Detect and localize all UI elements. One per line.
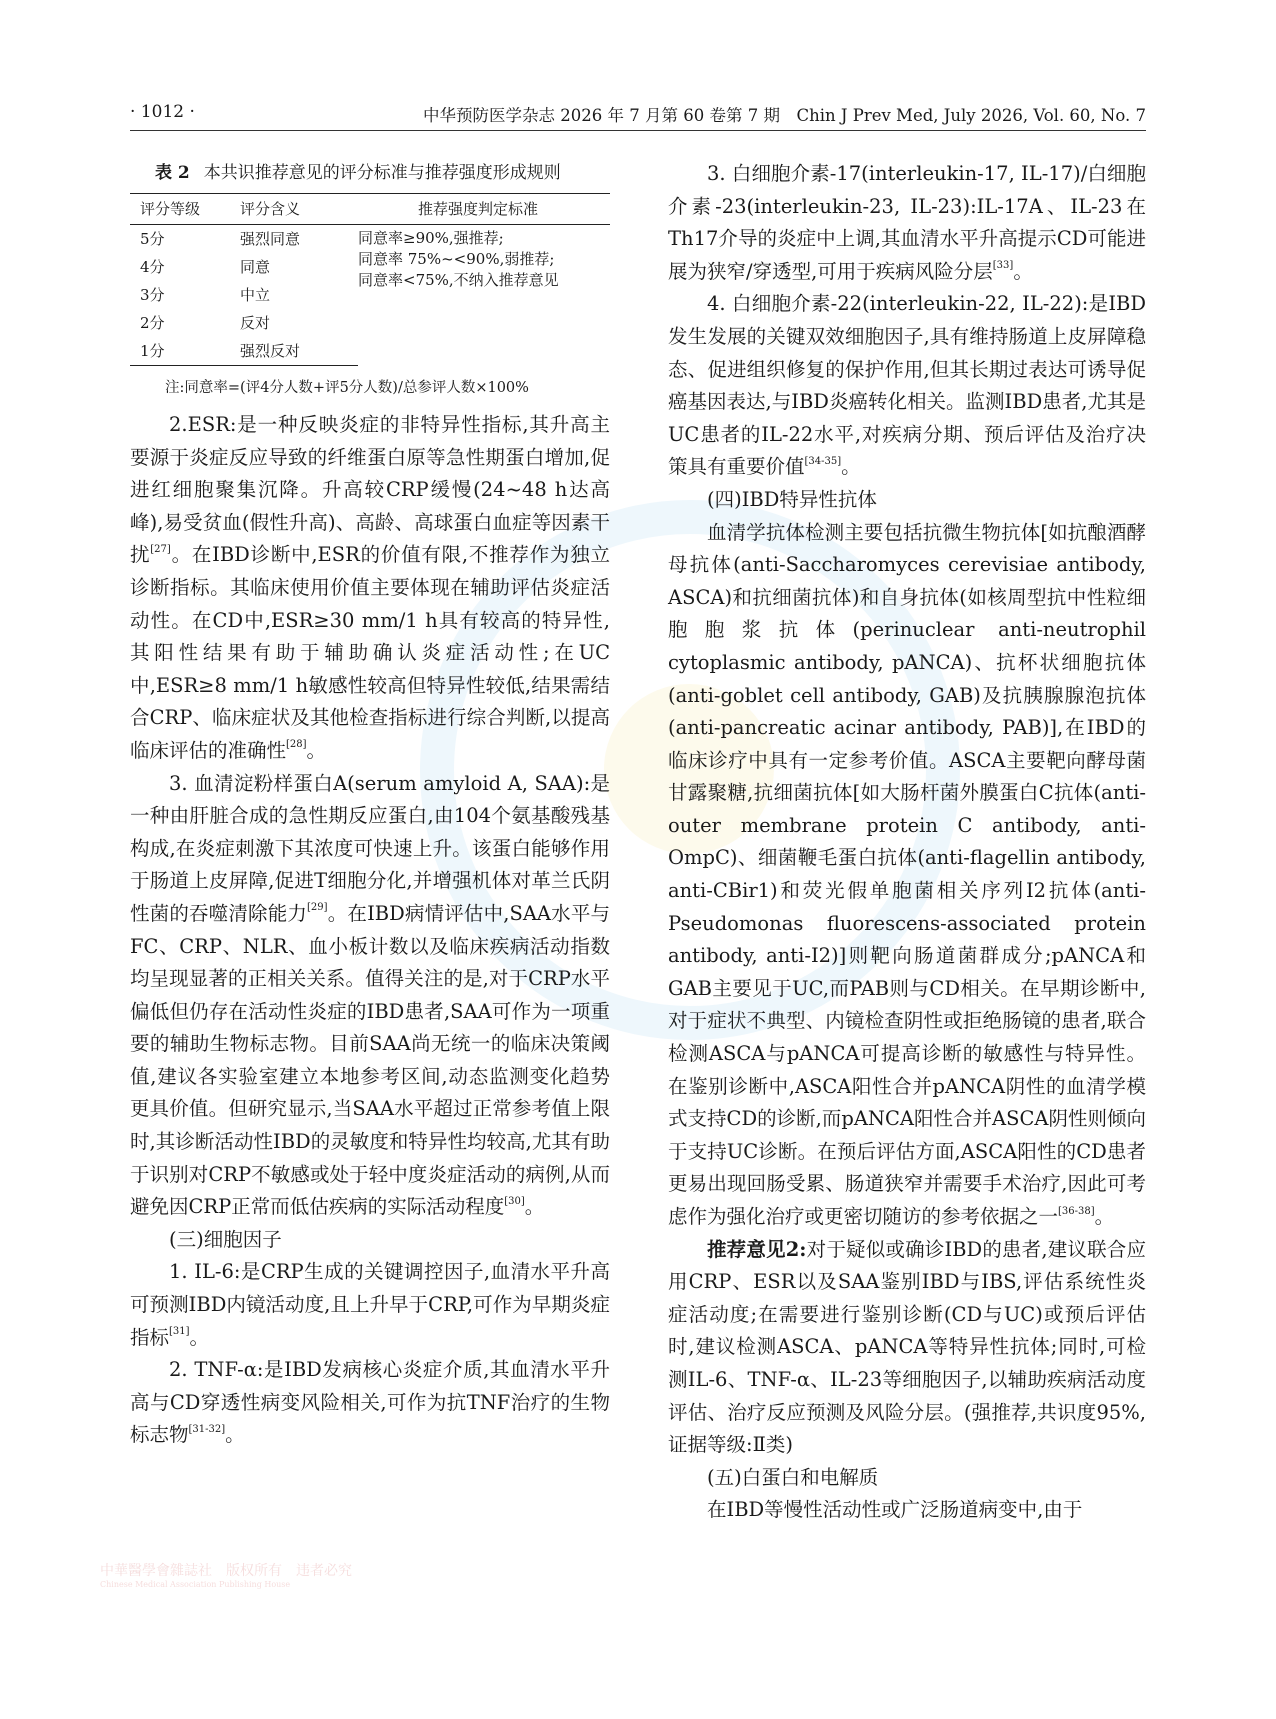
- table-cell-grade: 3分: [140, 286, 165, 304]
- paragraph-tnf: [130, 1354, 610, 1452]
- citation: [36-38]: [1058, 1205, 1095, 1217]
- paragraph-il17: [668, 158, 1146, 288]
- paragraph-antibodies: [668, 517, 1146, 1234]
- page-number: · 1012 ·: [130, 102, 195, 122]
- table-cell-grade: 1分: [130, 337, 240, 366]
- paragraph-albumin: 在IBD等慢性活动性或广泛肠道病变中,由于: [707, 1498, 1083, 1522]
- text-span: 。: [225, 1423, 245, 1447]
- text-span: 。: [306, 738, 327, 762]
- paragraph-il22: [668, 288, 1146, 484]
- table-header-grade: 评分等级: [130, 194, 240, 225]
- criteria-line: 同意率≥90%,强推荐;: [358, 229, 504, 247]
- text-span: 。: [1094, 1205, 1115, 1228]
- recommendation-label: 推荐意见2:: [707, 1237, 807, 1261]
- citation: [33]: [992, 260, 1014, 272]
- text-span: 2.ESR:是一种反映炎症的非特异性指标,其升高主要源于炎症反应导致的纤维蛋白原等急性期蛋白增加,促进红细胞聚集沉降。升高较CRP缓慢(24~48 h达高峰),易受贫血(假性升高)、高龄、高球蛋白血症等因素干扰: [130, 413, 610, 567]
- table-cell-meaning: 反对: [240, 314, 271, 332]
- citation: [31-32]: [188, 1423, 226, 1435]
- journal-citation: 中华预防医学杂志 2026 年 7 月第 60 卷第 7 期 Chin J Prev Med, July 2026, Vol. 60, No. 7: [423, 106, 1146, 125]
- page-header: [130, 100, 1146, 131]
- text-span: 。在IBD诊断中,ESR的价值有限,不推荐作为独立诊断指标。其临床使用价值主要体现在辅助评估炎症活动性。在CD中,ESR≥30 mm/1 h具有较高的特异性,其阳性结果有助于辅助确认炎症活动性;在UC中,ESR≥8 mm/1 h敏感性较高但特异性较低,结果需结合CRP、临床症状及其他检查指标进行综合判断,以提高临床评估的准确性: [130, 543, 610, 762]
- text-span: 。: [1013, 259, 1033, 283]
- section-heading-antibodies: (四)IBD特异性抗体: [707, 487, 877, 511]
- publisher-en: Chinese Medical Association Publishing House: [100, 1580, 291, 1589]
- table-row: [130, 225, 610, 254]
- table-cell-grade: 5分: [140, 230, 165, 248]
- left-column: [130, 158, 610, 1452]
- text-span: 2. TNF-α:是IBD发病核心炎症介质,其血清水平升高与CD穿透性病变风险相关,可作为抗TNF治疗的生物标志物: [130, 1358, 610, 1447]
- criteria-line: 同意率<75%,不纳入推荐意见: [358, 271, 559, 289]
- table-cell-meaning: 中立: [240, 286, 271, 304]
- citation: [34-35]: [804, 455, 842, 467]
- section-heading-albumin: (五)白蛋白和电解质: [707, 1465, 879, 1489]
- paragraph-il6: [130, 1256, 610, 1354]
- text-span: 。在IBD病情评估中,SAA水平与FC、CRP、NLR、血小板计数以及临床疾病活动指数均呈现显著的正相关关系。值得关注的是,对于CRP水平偏低但仍存在活动性炎症的IBD患者,SAA可作为一项重要的辅助生物标志物。目前SAA尚无统一的临床决策阈值,建议各实验室建立本地参考区间,动态监测变化趋势更具价值。但研究显示,当SAA水平超过正常参考值上限时,其诊断活动性IBD的灵敏度和特异性均较高,尤其有助于识别对CRP不敏感或处于轻中度炎症活动的病例,从而避免因CRP正常而低估疾病的实际活动程度: [130, 901, 610, 1219]
- table-cell-grade: 2分: [140, 314, 165, 332]
- table-cell-meaning: 强烈同意: [240, 230, 301, 248]
- publisher-text: 中華醫學會雜誌社 版权所有 违者必究: [100, 1563, 352, 1579]
- recommendation-2: [668, 1234, 1146, 1462]
- table-title: 本共识推荐意见的评分标准与推荐强度形成规则: [203, 163, 561, 183]
- citation: [31]: [169, 1326, 190, 1338]
- table-note: 注:同意率=(评4分人数+评5分人数)/总参评人数×100%: [165, 380, 529, 396]
- text-span: 。: [841, 455, 861, 479]
- text-span: 血清学抗体检测主要包括抗微生物抗体[如抗酿酒酵母抗体(anti-Saccharomyces cerevisiae antibody, ASCA)和抗细菌抗体)和自身抗体(如核周型抗中性粒细胞胞浆抗体(perinuclear anti-neutrophil cytoplasmic antibody, pANCA)、抗杯状细胞抗体(anti-goblet cell antibody, GAB)及抗胰腺腺泡抗体(anti-pancreatic acinar antibody, PAB)],在IBD的临床诊疗中具有一定参考价值。ASCA主要靶向酵母菌甘露聚糖,抗细菌抗体[如大肠杆菌外膜蛋白C抗体(anti-outer membrane protein C antibody, anti-OmpC)、细菌鞭毛蛋白抗体(anti-flagellin antibody, anti-CBir1)和荧光假单胞菌相关序列I2抗体(anti-Pseudomonas fluorescens-associated protein antibody, anti-I2)]则靶向肠道菌群成分;pANCA和GAB主要见于UC,而PAB则与CD相关。在早期诊断中,对于症状不典型、内镜检查阴性或拒绝肠镜的患者,联合检测ASCA与pANCA可提高诊断的敏感性与特异性。在鉴别诊断中,ASCA阳性合并pANCA阴性的血清学模式支持CD的诊断,而pANCA阳性合并ASCA阴性则倾向于支持UC诊断。在预后评估方面,ASCA阳性的CD患者更易出现回肠受累、肠道狭窄并需要手术治疗,因此可考虑作为强化治疗或更密切随访的参考依据之一: [668, 520, 1146, 1228]
- criteria-line: 同意率 75%~<90%,弱推荐;: [358, 250, 555, 268]
- grading-table: [130, 193, 610, 366]
- paragraph-saa: [130, 768, 610, 1224]
- text-span: 对于疑似或确诊IBD的患者,建议联合应用CRP、ESR以及SAA鉴别IBD与IBS,评估系统性炎症活动度;在需要进行鉴别诊断(CD与UC)或预后评估时,建议检测ASCA、pANCA等特异性抗体;同时,可检测IL-6、TNF-α、IL-23等细胞因子,以辅助疾病活动度评估、治疗反应预测及风险分层。(强推荐,共识度95%,证据等级:Ⅱ类): [668, 1237, 1146, 1457]
- text-span: 4. 白细胞介素-22(interleukin-22, IL-22):是IBD发生发展的关键双效细胞因子,具有维持肠道上皮屏障稳态、促进组织修复的保护作用,但其长期过表达可诱导促癌基因表达,与IBD炎癌转化相关。监测IBD患者,尤其是UC患者的IL-22水平,对疾病分期、预后评估及治疗决策具有重要价值: [668, 292, 1146, 479]
- text-span: 1. IL-6:是CRP生成的关键调控因子,血清水平升高可预测IBD内镜活动度,且上升早于CRP,可作为早期炎症指标: [130, 1260, 610, 1349]
- paragraph-esr: [130, 409, 610, 768]
- table-cell-grade: 4分: [140, 258, 165, 276]
- table-header-criteria: 推荐强度判定标准: [358, 194, 610, 225]
- table-header-meaning: 评分含义: [240, 194, 358, 225]
- text-span: 。: [524, 1195, 545, 1219]
- section-heading-cytokines: (三)细胞因子: [169, 1227, 282, 1251]
- table-cell-criteria: [358, 225, 610, 366]
- publisher-watermark: [100, 1560, 352, 1589]
- text-span: 。: [189, 1325, 210, 1349]
- text-span: 3. 白细胞介素-17(interleukin-17, IL-17)/白细胞介素-23(interleukin-23, IL-23):IL-17A、IL-23在Th17介导的炎症中上调,其血清水平升高提示CD可能进展为狭窄/穿透型,可用于疾病风险分层: [668, 162, 1146, 283]
- citation: [30]: [504, 1195, 525, 1207]
- citation: [29]: [307, 902, 328, 914]
- right-column: [668, 158, 1146, 1527]
- citation: [28]: [286, 739, 307, 751]
- text-span: 3. 血清淀粉样蛋白A(serum amyloid A, SAA):是一种由肝脏合成的急性期反应蛋白,由104个氨基酸残基构成,在炎症刺激下其浓度可快速上升。该蛋白能够作用于肠道上皮屏障,促进T细胞分化,并增强机体对革兰氏阴性菌的吞噬清除能力: [130, 771, 610, 925]
- table-caption: [155, 158, 610, 183]
- citation: [27]: [150, 543, 171, 555]
- table-label: 表 2: [155, 163, 190, 183]
- table-cell-meaning: 同意: [240, 258, 271, 276]
- table-cell-meaning: 强烈反对: [240, 337, 358, 366]
